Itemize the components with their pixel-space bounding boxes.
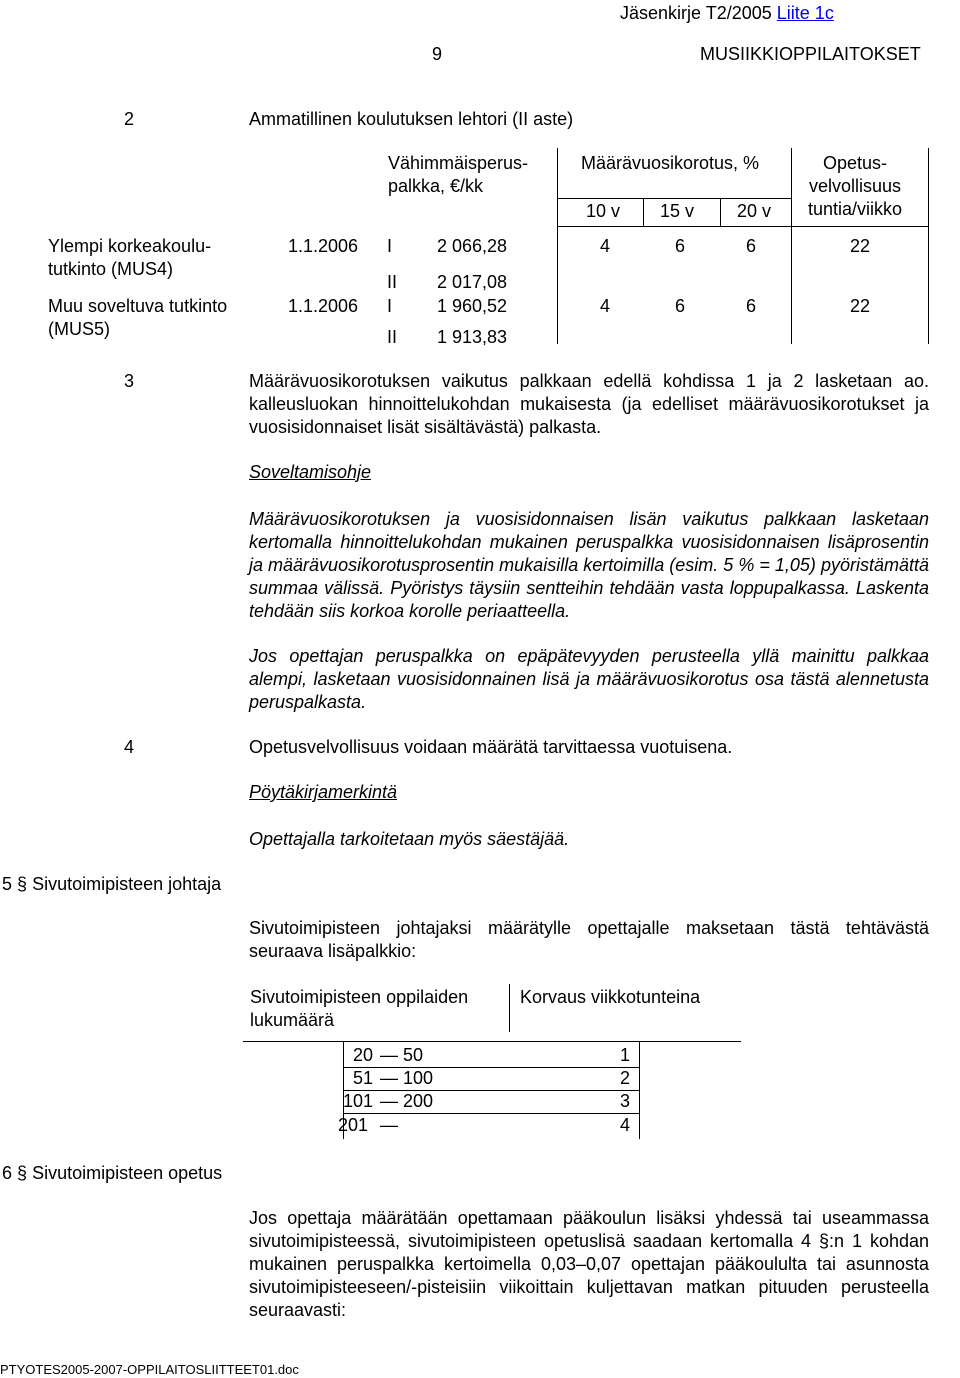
row2-inc20: 6 — [746, 296, 757, 316]
table-line — [643, 198, 644, 226]
bonus-row2-dash: — — [380, 1068, 398, 1088]
row2-inc10: 4 — [600, 296, 611, 316]
row1-salary1: 2 066,28 — [437, 236, 508, 256]
row1-hours: 22 — [850, 236, 871, 256]
row1-inc10: 4 — [600, 236, 611, 256]
section-title: MUSIIKKIOPPILAITOKSET — [700, 44, 921, 64]
row2-salary1: 1 960,52 — [437, 296, 508, 316]
bonus-row3-from: 101 — [343, 1091, 374, 1111]
item3-number: 3 — [124, 371, 135, 391]
bonus-row4-dash: — — [380, 1115, 398, 1135]
doc-ref-text: Jäsenkirje T2/2005 — [620, 3, 772, 23]
item2-number: 2 — [124, 109, 135, 129]
bonus-row1-to: 50 — [403, 1045, 424, 1065]
item5-title: Sivutoimipisteen johtaja — [32, 874, 222, 894]
footer-filename: PTYOTES2005-2007-OPPILAITOSLIITTEET01.doc — [0, 1362, 299, 1377]
bonus-row2-to: 100 — [403, 1068, 434, 1088]
item6-section-sign: § — [17, 1163, 28, 1183]
bonus-row1-dash: — — [380, 1045, 398, 1065]
item2-title: Ammatillinen koulutuksen lehtori (II aste) — [249, 109, 574, 129]
col-increment-20: 20 v — [737, 201, 772, 221]
table-line — [243, 1041, 741, 1042]
row1-date: 1.1.2006 — [288, 236, 359, 256]
bonus-col2-header: Korvaus viikkotunteina — [520, 987, 701, 1007]
bonus-col1-header: Sivutoimipisteen oppilaiden lukumäärä — [250, 987, 469, 1030]
row2-label: Muu soveltuva tutkinto (MUS5) — [48, 296, 228, 339]
row2-date: 1.1.2006 — [288, 296, 359, 316]
bonus-row3-dash: — — [380, 1091, 398, 1111]
item4-text: Opetusvelvollisuus voidaan määrätä tarvittaessa vuotuisena. — [249, 737, 733, 757]
bonus-row2-hours: 2 — [620, 1068, 631, 1088]
row1-salary2: 2 017,08 — [437, 272, 508, 292]
bonus-row1-from: 20 — [352, 1045, 373, 1065]
col-min-salary-header: Vähimmäisperus- palkka, €/kk — [388, 153, 529, 196]
guide-paragraph-2: Jos opettajan peruspalkka on epäpätevyyden perusteella yllä mainittu palkkaa alempi, lasketaan vuosisidonnainen lisä ja määrävuosikorotus osa tästä alennetusta peruspalkasta. — [249, 646, 929, 712]
row2-class2: II — [387, 327, 398, 347]
table-line — [720, 198, 721, 226]
guide-heading: Soveltamisohje — [249, 462, 372, 482]
item5-section-sign: § — [17, 874, 28, 894]
table-line — [509, 984, 510, 1032]
note-heading: Pöytäkirjamerkintä — [249, 782, 398, 802]
row2-class1: I — [387, 296, 393, 316]
col-teaching-duty-header: Opetus- velvollisuus tuntia/viikko — [807, 153, 903, 219]
guide-paragraph-1: Määrävuosikorotuksen ja vuosisidonnaisen lisän vaikutus palkkaan lasketaan kertomalla hinnoittelukohdan mukainen peruspalkka vuosisidonnaisen lisäprosentin ja määrävuosikorotusprosentin mukaisilla kertoimilla (esim. 5 % = 1,05) pyöristämättä summaa välissä. Pyöristys täysiin sentteihin tehdään vasta loppupalkassa. Laskenta tehdään siis korkoa korolle periaatteella. — [249, 509, 929, 621]
bonus-row1-hours: 1 — [620, 1045, 631, 1065]
row2-hours: 22 — [850, 296, 871, 316]
row2-salary2: 1 913,83 — [437, 327, 508, 347]
table-line — [928, 148, 929, 344]
table-line — [639, 1042, 640, 1139]
item5-heading — [2, 873, 221, 896]
item5-text: Sivutoimipisteen johtajaksi määrätylle opettajalle maksetaan tästä tehtävästä seuraava lisäpalkkio: — [249, 918, 929, 961]
document-reference — [620, 2, 834, 25]
page-number: 9 — [432, 44, 443, 64]
item6-title: Sivutoimipisteen opetus — [32, 1163, 223, 1183]
bonus-row3-to: 200 — [403, 1091, 434, 1111]
bonus-row4-from: 201 — [338, 1115, 369, 1135]
table-line — [791, 148, 792, 344]
table-line — [557, 198, 792, 199]
row1-label: Ylempi korkeakoulu- tutkinto (MUS4) — [48, 236, 212, 279]
table-line — [557, 148, 558, 344]
appendix-link[interactable]: Liite 1c — [776, 3, 834, 23]
row1-class1: I — [387, 236, 393, 256]
row1-class2: II — [387, 272, 398, 292]
item3-text: Määrävuosikorotuksen vaikutus palkkaan edellä kohdissa 1 ja 2 lasketaan ao. kalleusluokan hinnoittelukohdan mukaisesta (ja edelliset määrävuosikorotukset ja vuosisidonnaiset lisät sisältävästä) palkasta. — [249, 371, 929, 437]
col-increment-15: 15 v — [660, 201, 695, 221]
item6-text: Jos opettaja määrätään opettamaan pääkoulun lisäksi yhdessä tai useammassa sivutoimipisteessä, sivutoimipisteen opetuslisä saadaan kertomalla 4 §:n 1 kohdan mukainen peruspalkka kertoimella 0,03–0,07 opettajan pääkoululta tai asunnosta sivutoimipisteeseen/-pisteisiin viikoittain kuljettavan matkan pituuden perusteella seuraavasti: — [249, 1208, 929, 1320]
table-line — [557, 226, 929, 227]
row1-inc15: 6 — [675, 236, 686, 256]
row2-inc15: 6 — [675, 296, 686, 316]
bonus-row4-hours: 4 — [620, 1115, 631, 1135]
bonus-row2-from: 51 — [352, 1068, 373, 1088]
item5-number: 5 — [2, 874, 13, 894]
note-text: Opettajalla tarkoitetaan myös säestäjää. — [249, 829, 570, 849]
item6-heading — [2, 1162, 222, 1185]
col-increment-header: Määrävuosikorotus, % — [580, 153, 760, 173]
item4-number: 4 — [124, 737, 135, 757]
item6-number: 6 — [2, 1163, 13, 1183]
col-increment-10: 10 v — [586, 201, 621, 221]
bonus-row3-hours: 3 — [620, 1091, 631, 1111]
row1-inc20: 6 — [746, 236, 757, 256]
